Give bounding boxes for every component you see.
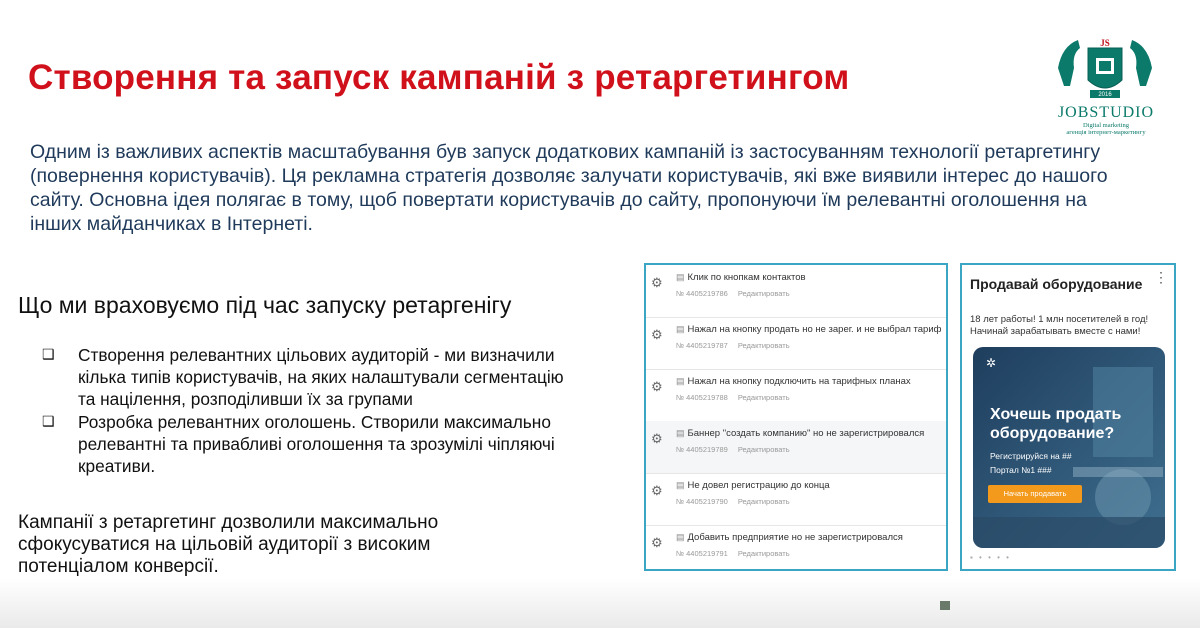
audience-id: № 4405219786 [676, 289, 728, 298]
bullet-item [42, 344, 582, 410]
audience-title: Нажал на кнопку подключить на тарифных планах [687, 376, 911, 387]
bullet-text: Створення релевантних цільових аудиторій - ми визначили кілька типів користувачів, на яких налаштували сегментацію та націлення, розподіливши їх за групами [78, 345, 564, 409]
logo-subtitle: агенція інтернет-маркетингу [1066, 129, 1146, 136]
conclusion-paragraph: Кампанії з ретаргетинг дозволили максимально сфокусуватися на цільовій аудиторії з високим потенціалом конверсії. [18, 512, 439, 577]
document-icon: ▤ [676, 532, 685, 542]
checkbox-icon: ❑ [42, 346, 55, 362]
svg-text:2016: 2016 [1098, 92, 1112, 98]
audience-title: Добавить предприятие но не зарегистрировался [687, 532, 903, 543]
ad-subtext-line: Портал №1 ### [990, 465, 1052, 475]
section-subheading: Що ми враховуємо під час запуску ретаргенігу [18, 292, 512, 318]
gear-icon[interactable]: ⚙ [651, 379, 663, 394]
list-item[interactable] [646, 473, 946, 526]
logo-name: JOBSTUDIO [1057, 104, 1155, 121]
document-icon: ▤ [676, 480, 685, 490]
list-item[interactable] [646, 369, 946, 422]
audience-list-screenshot [644, 263, 948, 571]
audience-id: № 4405219787 [676, 341, 728, 350]
logo-gear-icon: ✲ [986, 356, 997, 370]
edit-link[interactable]: Редактировать [737, 445, 790, 454]
svg-text:JS: JS [1100, 38, 1110, 48]
list-item[interactable] [646, 317, 946, 370]
list-item[interactable] [646, 525, 946, 571]
edit-link[interactable]: Редактировать [737, 341, 790, 350]
audience-id: № 4405219788 [676, 393, 728, 402]
audience-id: № 4405219791 [676, 549, 728, 558]
ad-headline: Хочешь продать оборудование? [990, 406, 1122, 442]
edit-link[interactable]: Редактировать [737, 497, 790, 506]
document-icon: ▤ [676, 376, 685, 386]
audience-title: Баннер "создать компанию" но не зарегистрировался [687, 428, 925, 439]
gear-icon[interactable]: ⚙ [651, 535, 663, 550]
start-selling-button[interactable]: Начать продавать [988, 485, 1082, 503]
more-menu-icon[interactable]: ⋮ [1154, 269, 1168, 285]
gear-icon[interactable]: ⚙ [651, 327, 663, 342]
audience-title: Клик по кнопкам контактов [687, 272, 806, 283]
bottom-gradient [0, 578, 1200, 628]
audience-title: Нажал на кнопку продать но не зарег. и не выбрал тариф [687, 324, 942, 335]
checkbox-icon: ❑ [42, 413, 55, 429]
bullet-text: Розробка релевантних оголошень. Створили максимально релевантні та привабливі оголошення та зрозумілі чіпляючі креативи. [78, 412, 555, 476]
ad-title: Продавай оборудование [970, 276, 1143, 292]
edit-link[interactable]: Редактировать [737, 549, 790, 558]
ad-subtext [990, 449, 1140, 477]
edit-link[interactable]: Редактировать [737, 289, 790, 298]
gear-icon[interactable]: ⚙ [651, 431, 663, 446]
logo-text [1044, 104, 1168, 136]
page-title: Створення та запуск кампаній з ретаргетингом [28, 58, 850, 97]
bullet-item [42, 411, 582, 477]
gear-icon[interactable]: ⚙ [651, 483, 663, 498]
document-icon: ▤ [676, 272, 685, 282]
document-icon: ▤ [676, 324, 685, 334]
bullet-list [42, 344, 582, 478]
logo-tagline: Digital marketing [1082, 122, 1130, 129]
list-item[interactable] [646, 265, 946, 318]
ad-subtext-line: Регистрируйся на ## [990, 451, 1072, 461]
carousel-dots[interactable]: ▪ • • • • [970, 553, 1011, 562]
intro-paragraph: Одним із важливих аспектів масштабування був запуск додаткових кампаній із застосуванням технології ретаргетингу (повернення користувачів). Ця рекламна стратегія дозволяє залучати користувачів, які вже виявили інтерес до нашого сайту. Основна ідея полягає в тому, щоб повертати користувачів до сайту, пропонуючи їм релевантні оголошення на інших майданчиках в Інтернеті. [30, 141, 1108, 235]
audience-title: Не довел регистрацию до конца [687, 480, 830, 491]
gear-icon[interactable]: ⚙ [651, 275, 663, 290]
ad-description: 18 лет работы! 1 млн посетителей в год! Начинай зарабатывать вместе с нами! [970, 314, 1149, 337]
list-item[interactable] [646, 421, 946, 474]
audience-id: № 4405219789 [676, 445, 728, 454]
edit-link[interactable]: Редактировать [737, 393, 790, 402]
ad-preview-screenshot [960, 263, 1176, 571]
document-icon: ▤ [676, 428, 685, 438]
audience-id: № 4405219790 [676, 497, 728, 506]
slide-corner-mark [940, 601, 950, 610]
ad-banner-image[interactable] [973, 347, 1165, 548]
